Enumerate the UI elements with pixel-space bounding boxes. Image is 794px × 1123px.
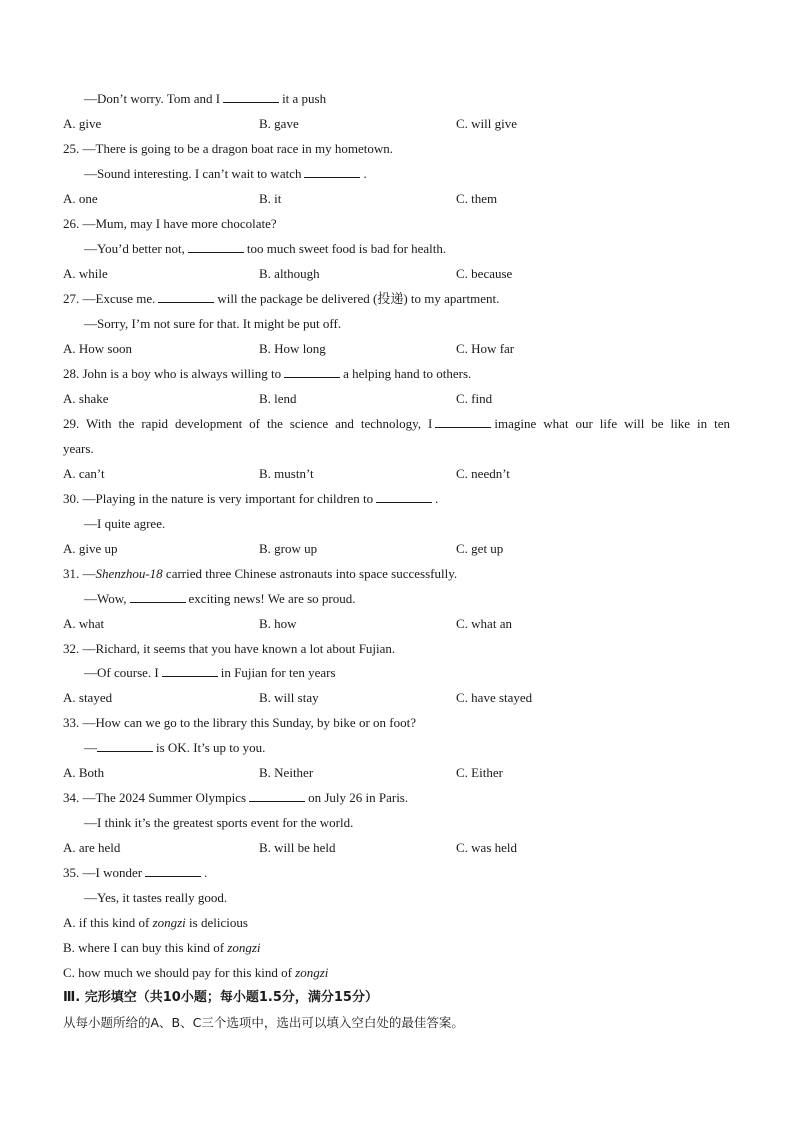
q32-number: 32. <box>63 641 80 656</box>
q35-option-c-italic: zongzi <box>295 965 329 980</box>
q26-option-a: A. while <box>63 266 108 281</box>
q29-line1 <box>0 414 794 434</box>
q31-number: 31. <box>63 566 80 581</box>
q34-option-c: C. was held <box>456 840 518 855</box>
q34-options <box>0 838 794 858</box>
q35-option-a <box>0 913 794 933</box>
q33-options <box>0 763 794 783</box>
q24-option-a: A. give <box>63 116 102 131</box>
answer-blank <box>284 365 340 378</box>
q31-options <box>0 614 794 634</box>
q32-options <box>0 688 794 708</box>
q35-reply: —Yes, it tastes really good. <box>84 890 228 905</box>
q34-option-b: B. will be held <box>259 840 336 855</box>
q31-italic-name: Shenzhou-18 <box>95 566 163 581</box>
q29-options <box>0 464 794 484</box>
q28-option-a: A. shake <box>63 391 109 406</box>
q32-option-b: B. will stay <box>259 690 319 705</box>
q35-option-c-text: C. how much we should pay for this kind of <box>63 965 292 980</box>
q27-reply: —Sorry, I’m not sure for that. It might be put off. <box>84 316 342 331</box>
answer-blank <box>145 864 201 877</box>
q26-line1 <box>0 214 794 234</box>
q31-dash: — <box>82 566 96 581</box>
q25-number: 25. <box>63 141 80 156</box>
q31-option-b: B. how <box>259 616 297 631</box>
q28-text-post: a helping hand to others. <box>343 366 472 381</box>
q32-text: —Richard, it seems that you have known a lot about Fujian. <box>82 641 396 656</box>
q31-option-a: A. what <box>63 616 105 631</box>
q25-text-post: . <box>363 166 367 181</box>
section-instruction: 从每小题所给的A、B、C三个选项中，选出可以填入空白处的最佳答案。 <box>63 1015 464 1030</box>
q35-line2 <box>0 888 794 908</box>
q33-line2 <box>0 738 794 758</box>
q33-text-pre: — <box>84 740 97 755</box>
q34-line1 <box>0 788 794 808</box>
q24-line2 <box>0 89 794 109</box>
q29-option-b: B. mustn’t <box>259 466 314 481</box>
q28-line1 <box>0 364 794 384</box>
q31-option-c: C. what an <box>456 616 512 631</box>
q25-option-a: A. one <box>63 191 98 206</box>
q29-line2 <box>0 439 794 459</box>
answer-blank <box>223 90 279 103</box>
q31-text-pre: —Wow, <box>84 591 127 606</box>
q31-text-post: exciting news! We are so proud. <box>188 591 356 606</box>
q32-line1 <box>0 639 794 659</box>
q35-text-pre: —I wonder <box>82 865 143 880</box>
q27-option-a: A. How soon <box>63 341 132 356</box>
q35-option-a-post: is delicious <box>189 915 248 930</box>
q30-options <box>0 539 794 559</box>
q26-text-post: too much sweet food is bad for health. <box>246 241 447 256</box>
q30-option-c: C. get up <box>456 541 504 556</box>
q25-option-c: C. them <box>456 191 498 206</box>
q34-option-a: A. are held <box>63 840 121 855</box>
answer-blank <box>304 165 360 178</box>
q29-option-a: A. can’t <box>63 466 105 481</box>
q27-number: 27. <box>63 291 80 306</box>
q35-line1 <box>0 863 794 883</box>
q33-option-a: A. Both <box>63 765 105 780</box>
q29-text-post: imagine what our life will be like in ten <box>494 416 731 431</box>
q32-option-a: A. stayed <box>63 690 113 705</box>
q32-text-post: in Fujian for ten years <box>220 665 336 680</box>
q25-options <box>0 189 794 209</box>
q27-option-c: C. How far <box>456 341 515 356</box>
answer-blank <box>376 490 432 503</box>
q24-options <box>0 114 794 134</box>
answer-blank <box>249 789 305 802</box>
q31-line1 <box>0 564 794 584</box>
q28-number: 28. <box>63 366 80 381</box>
q28-option-c: C. find <box>456 391 493 406</box>
answer-blank <box>97 739 153 752</box>
section-title: Ⅲ. 完形填空（共10小题；每小题1.5分，满分15分） <box>63 990 378 1005</box>
q24-option-b: B. gave <box>259 116 299 131</box>
q24-text-pre: —Don’t worry. Tom and I <box>84 91 221 106</box>
answer-blank <box>158 290 214 303</box>
q31-text: carried three Chinese astronauts into space successfully. <box>165 566 458 581</box>
q28-option-b: B. lend <box>259 391 297 406</box>
q28-options <box>0 389 794 409</box>
q30-text-pre: —Playing in the nature is very important for children to <box>82 491 374 506</box>
q25-line1 <box>0 139 794 159</box>
q29-number: 29. <box>63 416 80 431</box>
q27-option-b: B. How long <box>259 341 326 356</box>
answer-blank <box>435 415 491 428</box>
answer-blank <box>130 590 186 603</box>
q32-text-pre: —Of course. I <box>84 665 159 680</box>
q33-option-c: C. Either <box>456 765 503 780</box>
q34-line2 <box>0 813 794 833</box>
q30-line1 <box>0 489 794 509</box>
q25-text-pre: —Sound interesting. I can’t wait to watch <box>84 166 302 181</box>
q33-option-b: B. Neither <box>259 765 314 780</box>
q29-text-pre: With the rapid development of the science and technology, I <box>86 416 433 431</box>
q33-text: —How can we go to the library this Sunday, by bike or on foot? <box>82 715 416 730</box>
q34-text-pre: —The 2024 Summer Olympics <box>82 790 247 805</box>
q25-option-b: B. it <box>259 191 282 206</box>
q26-line2 <box>0 239 794 259</box>
q32-line2 <box>0 663 794 683</box>
q25-line2 <box>0 164 794 184</box>
q26-option-b: B. although <box>259 266 320 281</box>
q35-text-post: . <box>204 865 208 880</box>
q31-line2 <box>0 589 794 609</box>
q30-option-b: B. grow up <box>259 541 318 556</box>
q30-reply: —I quite agree. <box>84 516 166 531</box>
q27-options <box>0 339 794 359</box>
q35-option-b-text: B. where I can buy this kind of <box>63 940 225 955</box>
answer-blank <box>162 664 218 677</box>
q34-reply: —I think it’s the greatest sports event for the world. <box>84 815 354 830</box>
q26-options <box>0 264 794 284</box>
q30-line2 <box>0 514 794 534</box>
q34-number: 34. <box>63 790 80 805</box>
q29-text-cont: years. <box>63 441 94 456</box>
q29-text <box>63 414 730 434</box>
q26-option-c: C. because <box>456 266 513 281</box>
q26-text: —Mum, may I have more chocolate? <box>82 216 277 231</box>
q35-option-a-text: A. if this kind of <box>63 915 150 930</box>
q28-text-pre: John is a boy who is always willing to <box>82 366 282 381</box>
q32-option-c: C. have stayed <box>456 690 533 705</box>
q35-option-a-italic: zongzi <box>152 915 186 930</box>
q33-line1 <box>0 713 794 733</box>
answer-blank <box>188 240 244 253</box>
q26-text-pre: —You’d better not, <box>84 241 185 256</box>
q30-number: 30. <box>63 491 80 506</box>
q25-text: —There is going to be a dragon boat race in my hometown. <box>82 141 393 156</box>
q27-line1 <box>0 289 794 309</box>
q35-option-b-italic: zongzi <box>227 940 261 955</box>
q35-number: 35. <box>63 865 80 880</box>
q30-option-a: A. give up <box>63 541 118 556</box>
q34-text-post: on July 26 in Paris. <box>308 790 409 805</box>
q33-text-post: is OK. It’s up to you. <box>156 740 266 755</box>
q29-option-c: C. needn’t <box>456 466 510 481</box>
q27-text-pre: —Excuse me. <box>82 291 156 306</box>
q35-option-c <box>0 963 794 983</box>
q26-number: 26. <box>63 216 80 231</box>
q24-option-c: C. will give <box>456 116 518 131</box>
q33-number: 33. <box>63 715 80 730</box>
q24-text-post: it a push <box>282 91 327 106</box>
q27-text-post: will the package be delivered (投递) to my apartment. <box>217 291 500 306</box>
q27-line2 <box>0 314 794 334</box>
q30-text-post: . <box>435 491 439 506</box>
q35-option-b <box>0 938 794 958</box>
